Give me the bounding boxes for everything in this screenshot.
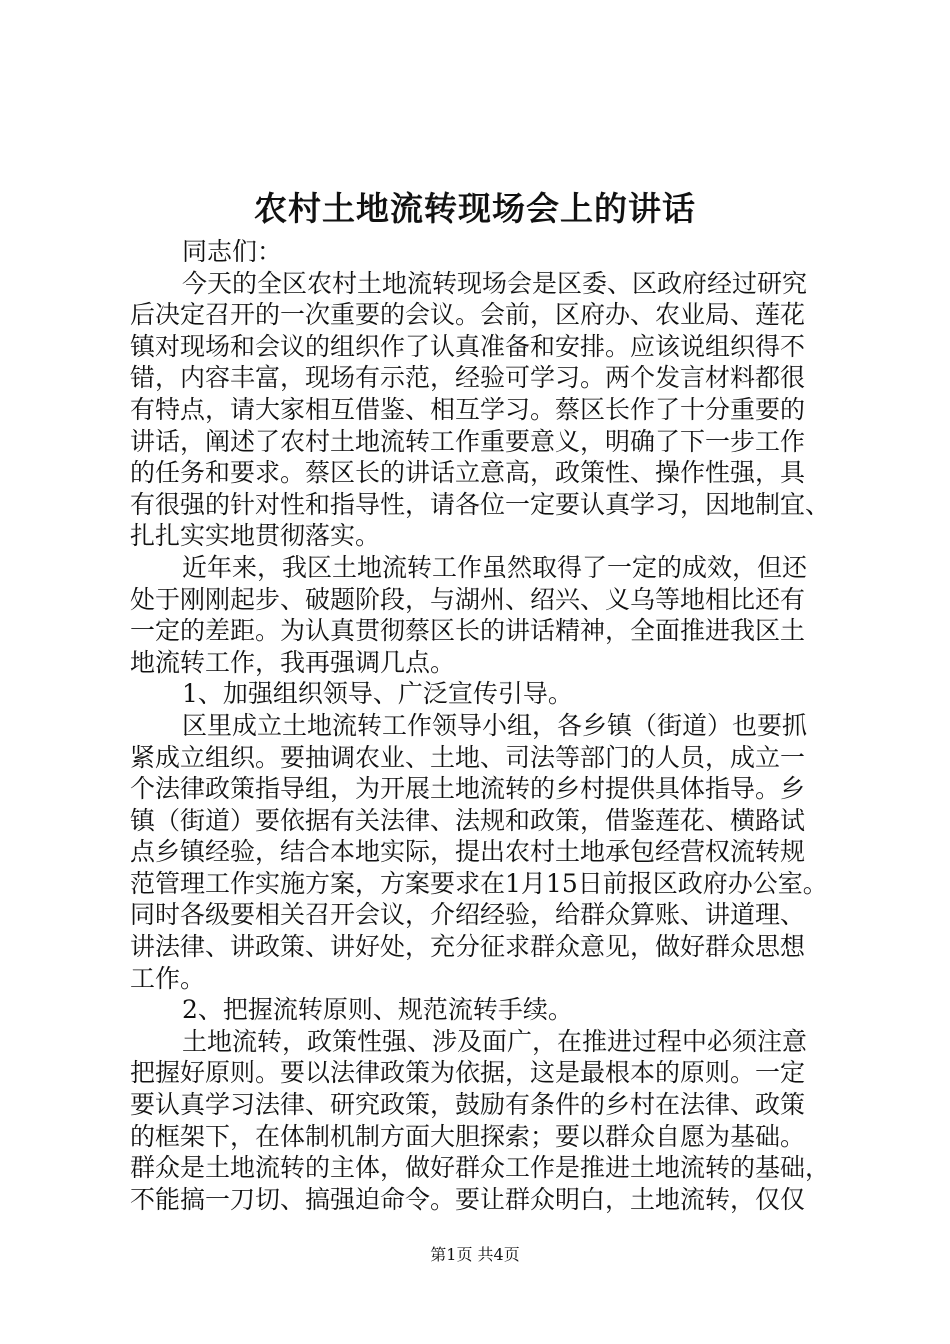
- body-line: 工作。: [130, 963, 206, 993]
- body-line: 紧成立组织。要抽调农业、土地、司法等部门的人员，成立一: [130, 742, 806, 772]
- body-line: 今天的全区农村土地流转现场会是区委、区政府经过研究: [182, 268, 808, 298]
- body-line: 讲话，阐述了农村土地流转工作重要意义，明确了下一步工作: [130, 426, 806, 456]
- document-body: [130, 236, 830, 1215]
- body-line: 同志们：: [182, 237, 283, 266]
- body-line: 范管理工作实施方案，方案要求在1月15日前报区政府办公室。: [130, 868, 828, 898]
- body-line: 土地流转，政策性强、涉及面广，在推进过程中必须注意: [182, 1026, 808, 1056]
- body-line: 镇（街道）要依据有关法律、法规和政策，借鉴莲花、横路试: [130, 805, 806, 835]
- body-line: 同时各级要相关召开会议，介绍经验，给群众算账、讲道理、: [130, 900, 806, 930]
- body-line: 有很强的针对性和指导性，请各位一定要认真学习，因地制宜、: [130, 489, 831, 519]
- body-line: 扎扎实实地贯彻落实。: [130, 521, 381, 551]
- body-line: 处于刚刚起步、破题阶段，与湖州、绍兴、义乌等地相比还有: [130, 584, 806, 614]
- body-line: 地流转工作，我再强调几点。: [130, 647, 456, 677]
- body-line: 一定的差距。为认真贯彻蔡区长的讲话精神，全面推进我区土: [130, 616, 806, 646]
- body-line: 后决定召开的一次重要的会议。会前，区府办、农业局、莲花: [130, 300, 806, 330]
- body-line: 近年来，我区土地流转工作虽然取得了一定的成效，但还: [182, 552, 808, 582]
- body-line: 不能搞一刀切、搞强迫命令。要让群众明白，土地流转，仅仅: [130, 1184, 806, 1214]
- body-line: 个法律政策指导组，为开展土地流转的乡村提供具体指导。乡: [130, 774, 806, 804]
- body-line: 镇对现场和会议的组织作了认真准备和安排。应该说组织得不: [130, 331, 806, 361]
- body-line: 群众是土地流转的主体，做好群众工作是推进土地流转的基础，: [130, 1153, 831, 1183]
- document-title: 农村土地流转现场会上的讲话: [254, 189, 696, 228]
- body-line: 把握好原则。要以法律政策为依据，这是最根本的原则。一定: [130, 1058, 806, 1088]
- body-line: 2、把握流转原则、规范流转手续。: [182, 995, 573, 1025]
- body-line: 讲法律、讲政策、讲好处，充分征求群众意见，做好群众思想: [130, 932, 806, 962]
- body-line: 要认真学习法律、研究政策，鼓励有条件的乡村在法律、政策: [130, 1090, 806, 1120]
- body-line: 的任务和要求。蔡区长的讲话立意高，政策性、操作性强，具: [130, 458, 806, 488]
- body-line: 1、加强组织领导、广泛宣传引导。: [182, 679, 573, 709]
- body-line: 点乡镇经验，结合本地实际，提出农村土地承包经营权流转规: [130, 837, 806, 867]
- body-line: 的框架下，在体制机制方面大胆探索；要以群众自愿为基础。: [130, 1121, 806, 1151]
- body-line: 错，内容丰富，现场有示范，经验可学习。两个发言材料都很: [130, 363, 806, 393]
- body-line: 区里成立土地流转工作领导小组，各乡镇（街道）也要抓: [182, 710, 808, 740]
- body-line: 有特点，请大家相互借鉴、相互学习。蔡区长作了十分重要的: [130, 394, 806, 424]
- page-number-footer: 第1页 共4页: [430, 1245, 520, 1264]
